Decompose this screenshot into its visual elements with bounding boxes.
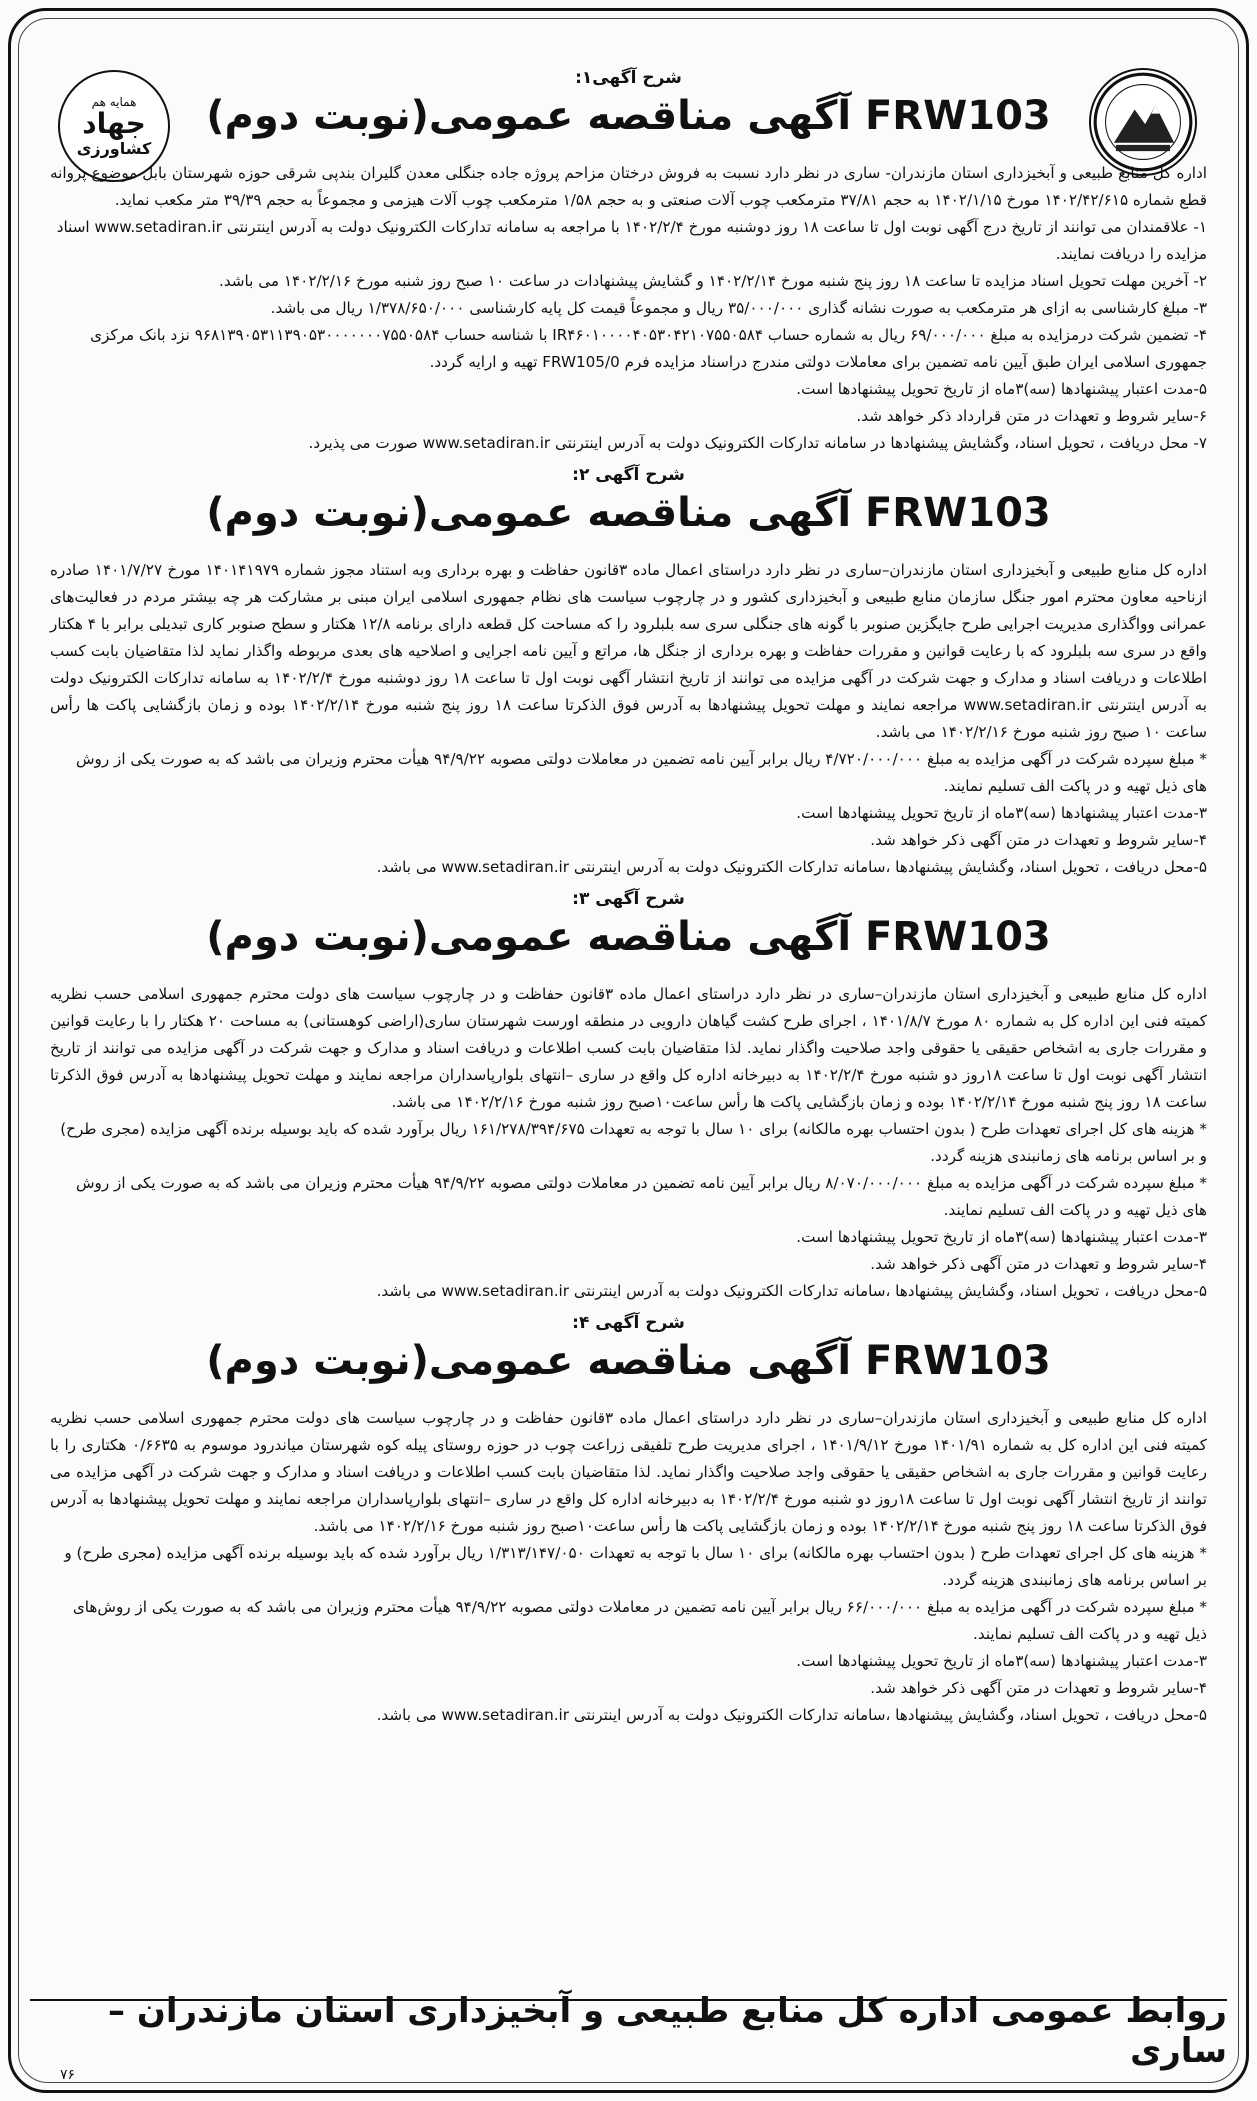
announcement-intro: اداره کل منابع طبیعی و آبخیزداری استان مازندران–ساری در نظر دارد دراستای اعمال ماده ۳قانون حفاظت و در چارچوب سیاست های دولت محترم جمهوری اسلامی حسب نظریه کمیته فنی این اداره کل به شماره ۸۰ مورخ ۱۴۰۱/۸/۷ ، اجرای طرح کشت گیاهان دارویی در منطقه اورست شهرستان ساری(اراضی کوهستانی) به مساحت ۲۰ هکتار را با رعایت قوانین و مقررات جاری به اشخاص حقیقی یا حقوقی واجد صلاحیت واگذار نماید. لذا متقاضیان بابت کسب اطلاعات و دریافت اسناد و مدارک و جهت شرکت در آگهی مزایده می توانند از تاریخ انتشار آگهی نوبت اول تا ساعت ۱۸روز دو شنبه مورخ ۱۴۰۲/۲/۴ به دبیرخانه اداره کل واقع در ساری –انتهای بلوارپاسداران مراجعه نمایند و مهلت تحویل پیشنهادها به آدرس فوق الذکرتا ساعت ۱۸ روز پنج شنبه مورخ ۱۴۰۲/۲/۱۴ بوده و زمان بازگشایی پاکت ها رأس ساعت۱۰صبح روز شنبه مورخ ۱۴۰۲/۲/۱۶ می باشد. [50,985,1207,1111]
announcement-item: ۳-مدت اعتبار پیشنهادها (سه)۳ماه از تاریخ تحویل پیشنهادها است. [796,804,1207,822]
announcement-4 [50,1313,1207,1729]
announcement-title: FRW103 آگهی مناقصه عمومی(نوبت دوم) [206,1338,1051,1384]
page-number: ۷۶ [60,2067,76,2083]
announcement-1 [50,68,1207,457]
announcement-title: FRW103 آگهی مناقصه عمومی(نوبت دوم) [206,93,1051,139]
announcement-item: ۴-سایر شروط و تعهدات در متن آگهی ذکر خواهد شد. [870,1679,1207,1697]
footer-text: روابط عمومی اداره کل منابع طبیعی و آبخیزداری استان مازندران – ساری [108,1991,1227,2071]
announcement-intro: اداره کل منابع طبیعی و آبخیزداری استان مازندران–ساری در نظر دارد دراستای اعمال ماده ۳قانون حفاظت و بهره برداری وبه استناد مجوز شماره ۱۴۰۱۴۱۹۷۹ مورخ ۱۴۰۱/۷/۲۷ صادره ازناحیه معاون محترم امور جنگل سازمان منابع طبیعی و آبخیزداری کشور و در چارچوب سیاست های نظام جمهوری اسلامی ایران مبنی بر مشارکت هر چه بیشتر مردم در فعالیت‌های عمرانی وواگذاری مدیریت اجرایی طرح جایگزین صنوبر با گونه های جنگلی سری سه بلبلرود را که مساحت کل قطعه دارای برنامه ۱۲/۸ هکتار و سطح صنوبر کاری تبدیلی برابر با ۴ هکتار واقع در سری سه بلبلرود که با رعایت قوانین و مقررات حفاظت و بهره برداری از جنگل ها، مراتع و آیین نامه اجرایی و اصلاحیه های بعدی مربوطه واگذار نماید لذا متقاضیان بابت کسب اطلاعات و دریافت اسناد و مدارک و جهت شرکت در آگهی مزایده می توانند از تاریخ انتشار آگهی نوبت اول تا ساعت ۱۸ روز دوشنبه مورخ ۱۴۰۲/۲/۴ به سامانه تدارکات الکترونیک دولت به آدرس اینترنتی www.setadiran.ir مراجعه نمایند و مهلت تحویل پیشنهادها به آدرس فوق الذکرتا ساعت ۱۸ روز پنج شنبه مورخ ۱۴۰۲/۲/۱۴ بوده و زمان بازگشایی پاکت ها رأس ساعت ۱۰ صبح روز شنبه مورخ ۱۴۰۲/۲/۱۶ می باشد. [50,561,1207,741]
announcement-item: ۵-محل دریافت ، تحویل اسناد، وگشایش پیشنهادها ،سامانه تدارکات الکترونیک دولت به آدرس اینترنتی www.setadiran.ir می باشد. [376,858,1207,876]
announcement-label: شرح آگهی ۴: [572,1313,685,1333]
announcement-label: شرح آگهی۱: [575,68,682,88]
announcement-item: * هزینه های کل اجرای تعهدات طرح ( بدون احتساب بهره مالکانه) برای ۱۰ سال با توجه به تعهدات ۱۶۱/۲۷۸/۳۹۴/۶۷۵ ریال برآورد شده که باید بوسیله برنده آگهی مزایده (مجری طرح) و بر اساس برنامه های زمانبندی هزینه گردد. [60,1120,1207,1165]
announcement-item: ۳-مدت اعتبار پیشنهادها (سه)۳ماه از تاریخ تحویل پیشنهادها است. [796,1652,1207,1670]
announcement-item: ۶-سایر شروط و تعهدات در متن قرارداد ذکر خواهد شد. [856,407,1207,425]
announcement-item: ۴-سایر شروط و تعهدات در متن آگهی ذکر خواهد شد. [870,831,1207,849]
announcement-item: ۵-محل دریافت ، تحویل اسناد، وگشایش پیشنهادها ،سامانه تدارکات الکترونیک دولت به آدرس اینترنتی www.setadiran.ir می باشد. [376,1706,1207,1724]
announcement-item: * مبلغ سپرده شرکت در آگهی مزایده به مبلغ ۶۶/۰۰۰/۰۰۰ ریال برابر آیین نامه تضمین در معاملات دولتی مصوبه ۹۴/۹/۲۲ هیأت محترم وزیران می باشد که به صورت یکی از روش‌های ذیل تهیه و در پاکت الف تسلیم نمایند. [72,1598,1207,1643]
announcement-title: FRW103 آگهی مناقصه عمومی(نوبت دوم) [206,914,1051,960]
announcement-title: FRW103 آگهی مناقصه عمومی(نوبت دوم) [206,490,1051,536]
announcement-item: ۷- محل دریافت ، تحویل اسناد، وگشایش پیشنهادها در سامانه تدارکات الکترونیک دولت به آدرس اینترنتی www.setadiran.ir صورت می پذیرد. [308,434,1207,452]
announcement-item: ۵-مدت اعتبار پیشنهادها (سه)۳ماه از تاریخ تحویل پیشنهادها است. [796,380,1207,398]
footer-banner [30,1991,1227,2071]
announcement-item: * مبلغ سپرده شرکت در آگهی مزایده به مبلغ ۴/۷۲۰/۰۰۰/۰۰۰ ریال برابر آیین نامه تضمین در معاملات دولتی مصوبه ۹۴/۹/۲۲ هیأت محترم وزیران می باشد که به صورت یکی از روش های ذیل تهیه و در پاکت الف تسلیم نمایند. [75,750,1207,795]
announcement-label: شرح آگهی ۳: [572,889,685,909]
announcement-3 [50,889,1207,1305]
announcement-item: ۴-سایر شروط و تعهدات در متن آگهی ذکر خواهد شد. [870,1255,1207,1273]
logo-line-2: جهاد [82,106,146,140]
announcement-item: * هزینه های کل اجرای تعهدات طرح ( بدون احتساب بهره مالکانه) برای ۱۰ سال با توجه به تعهدات ۱/۳۱۳/۱۴۷/۰۵۰ ریال برآورد شده که باید بوسیله برنده آگهی مزایده (مجری طرح) و بر اساس برنامه های زمانبندی هزینه گردد. [64,1544,1207,1589]
announcement-item: ۴- تضمین شرکت درمزایده به مبلغ ۶۹/۰۰۰/۰۰۰ ریال به شماره حساب IR۴۶۰۱۰۰۰۰۴۰۵۳۰۴۲۱۰۷۵۵۰۵۸۴ با شناسه حساب ۹۶۸۱۳۹۰۵۳۱۱۳۹۰۵۳۰۰۰۰۰۰۰۷۵۵۰۵۸۴ نزد بانک مرکزی جمهوری اسلامی ایران طبق آیین نامه تضمین برای معاملات دولتی مندرج دراسناد مزایده فرم FRW105/0 تهیه و ارایه گردد. [90,326,1207,371]
announcement-item: ۳- مبلغ کارشناسی به ازای هر مترمکعب به صورت نشانه گذاری ۳۵/۰۰۰/۰۰۰ ریال و مجموعاً قیمت کل پایه کارشناسی ۱/۳۷۸/۶۵۰/۰۰۰ ریال می باشد. [270,299,1207,317]
logo-line-3: کشاورزی [76,138,152,158]
announcement-item: ۳-مدت اعتبار پیشنهادها (سه)۳ماه از تاریخ تحویل پیشنهادها است. [796,1228,1207,1246]
announcement-item: * مبلغ سپرده شرکت در آگهی مزایده به مبلغ ۸/۰۷۰/۰۰۰/۰۰۰ ریال برابر آیین نامه تضمین در معاملات دولتی مصوبه ۹۴/۹/۲۲ هیأت محترم وزیران می باشد که به صورت یکی از روش های ذیل تهیه و در پاکت الف تسلیم نمایند. [75,1174,1207,1219]
announcement-item: ۱- علاقمندان می توانند از تاریخ درج آگهی نوبت اول تا ساعت ۱۸ روز دوشنبه مورخ ۱۴۰۲/۲/۴ با مراجعه به سامانه تدارکات الکترونیک دولت به آدرس اینترنتی www.setadiran.ir اسناد مزایده را دریافت نمایند. [56,218,1207,263]
announcement-label: شرح آگهی ۲: [572,465,685,485]
logo-line-1: همایه هم [91,94,137,109]
announcement-item: ۵-محل دریافت ، تحویل اسناد، وگشایش پیشنهادها ،سامانه تدارکات الکترونیک دولت به آدرس اینترنتی www.setadiran.ir می باشد. [376,1282,1207,1300]
announcement-2 [50,465,1207,881]
advertisement-content [50,60,1207,1981]
announcement-item: ۲- آخرین مهلت تحویل اسناد مزایده تا ساعت ۱۸ روز پنج شنبه مورخ ۱۴۰۲/۲/۱۴ و گشایش پیشنهادات در ساعت ۱۰ صبح روز شنبه مورخ ۱۴۰۲/۲/۱۶ می باشد. [219,272,1207,290]
announcement-intro: اداره کل منابع طبیعی و آبخیزداری استان مازندران- ساری در نظر دارد نسبت به فروش درختان مزاحم پروژه جاده جنگلی معدن گلیران بندپی شرقی حوزه شهرستان بابل موضوع پروانه قطع شماره ۱۴۰۲/۴۲/۶۱۵ مورخ ۱۴۰۲/۱/۱۵ به حجم ۳۷/۸۱ مترمکعب چوب آلات صنعتی و به حجم ۱/۵۸ مترمکعب چوب آلات هیزمی و مجموعاً به حجم ۳۹/۳۹ متر مکعب نماید. [50,164,1207,209]
announcement-intro: اداره کل منابع طبیعی و آبخیزداری استان مازندران–ساری در نظر دارد دراستای اعمال ماده ۳قانون حفاظت و در چارچوب سیاست های دولت محترم جمهوری اسلامی حسب نظریه کمیته فنی این اداره کل به شماره ۱۴۰۱/۹۱ مورخ ۱۴۰۱/۹/۱۲ ، اجرای مدیریت طرح تلفیقی زراعت چوب در حوزه روستای پیله کوه شهرستان میاندرود موسوم به ۰/۶۶۳۵ هکتاری را با رعایت قوانین و مقررات جاری به اشخاص حقیقی یا حقوقی واجد صلاحیت واگذار نماید. لذا متقاضیان بابت کسب اطلاعات و دریافت اسناد و مدارک و جهت شرکت در آگهی مزایده می توانند از تاریخ انتشار آگهی نوبت اول تا ساعت ۱۸روز دو شنبه مورخ ۱۴۰۲/۲/۴ به دبیرخانه اداره کل واقع در ساری –انتهای بلوارپاسداران مراجعه نمایند و مهلت تحویل پیشنهادها به آدرس فوق الذکرتا ساعت ۱۸ روز پنج شنبه مورخ ۱۴۰۲/۲/۱۴ بوده و زمان بازگشایی پاکت ها رأس ساعت۱۰صبح روز شنبه مورخ ۱۴۰۲/۲/۱۶ می باشد. [50,1409,1207,1535]
